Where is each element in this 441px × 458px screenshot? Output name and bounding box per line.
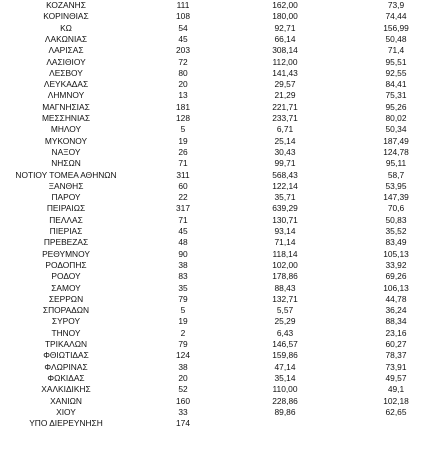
- region-name: ΡΟΔΟΥ: [51, 271, 81, 282]
- change-value: 124,78: [383, 146, 409, 157]
- region-name: ΠΙΕΡΙΑΣ: [49, 226, 83, 236]
- region-name: ΡΕΘΥΜΝΟΥ: [42, 248, 90, 259]
- change-value: 147,39: [383, 192, 409, 203]
- cases-value: 317: [176, 203, 190, 214]
- cases-value: 128: [176, 113, 190, 123]
- change-value: 187,49: [383, 135, 409, 146]
- table-row: [0, 350, 441, 361]
- rate-value: 5,57: [276, 305, 294, 316]
- region-name: ΛΑΣΙΘΙΟΥ: [46, 56, 86, 67]
- cases-value: 2: [180, 327, 186, 338]
- cases-value: 160: [176, 395, 190, 406]
- table-row: [0, 407, 441, 418]
- region-name: ΛΑΚΩΝΙΑΣ: [44, 33, 88, 44]
- rate-value: 88,43: [274, 282, 296, 293]
- change-value: 69,26: [385, 271, 407, 282]
- rate-value: 162,00: [272, 0, 298, 10]
- rate-value: 146,57: [272, 339, 298, 349]
- change-value: 73,9: [387, 0, 405, 10]
- table-row: [0, 237, 441, 248]
- table-row: [0, 192, 441, 203]
- cases-value: 311: [176, 169, 190, 180]
- table-row: [0, 102, 441, 113]
- cases-value: 13: [178, 90, 188, 101]
- change-value: 33,92: [385, 259, 407, 270]
- rate-value: 180,00: [272, 11, 298, 22]
- cases-value: 72: [178, 56, 188, 67]
- rate-value: 92,71: [274, 22, 296, 33]
- change-value: 35,52: [385, 226, 407, 236]
- table-row: [0, 384, 441, 395]
- cases-value: 174: [176, 418, 190, 429]
- cases-value: 5: [180, 305, 186, 316]
- rate-value: 639,29: [272, 203, 298, 214]
- cases-value: 22: [178, 192, 188, 203]
- rate-value: 141,43: [272, 67, 298, 78]
- region-name: ΛΑΡΙΣΑΣ: [48, 45, 84, 56]
- region-name: ΥΠΟ ΔΙΕΡΕΥΝΗΣΗ: [29, 418, 103, 429]
- cases-value: 54: [178, 22, 188, 33]
- change-value: 74,44: [385, 11, 407, 22]
- rate-value: 35,14: [274, 372, 296, 383]
- change-value: 44,78: [385, 293, 407, 304]
- region-name: ΚΟΖΑΝΗΣ: [46, 0, 86, 10]
- region-name: ΠΕΙΡΑΙΩΣ: [46, 203, 86, 214]
- rate-value: 93,14: [274, 226, 296, 236]
- rate-value: 66,14: [274, 33, 296, 44]
- change-value: 50,48: [385, 33, 407, 44]
- rate-value: 25,14: [274, 135, 296, 146]
- change-value: 70,6: [387, 203, 405, 214]
- table-row: [0, 215, 441, 226]
- rate-value: 29,57: [274, 79, 296, 90]
- change-value: 106,13: [383, 282, 409, 293]
- region-name: ΞΑΝΘΗΣ: [48, 180, 84, 191]
- cases-value: 111: [176, 0, 190, 10]
- rate-value: 233,71: [272, 113, 298, 123]
- rate-value: 71,14: [274, 237, 296, 248]
- rate-value: 110,00: [272, 384, 298, 395]
- region-name: ΛΗΜΝΟΥ: [47, 90, 85, 101]
- region-name: ΧΑΝΙΩΝ: [50, 395, 82, 406]
- region-name: ΧΙΟΥ: [56, 406, 76, 417]
- cases-value: 71: [178, 214, 188, 225]
- cases-value: 108: [176, 11, 190, 22]
- change-value: 80,02: [385, 113, 407, 123]
- cases-value: 203: [176, 45, 190, 56]
- table-row: [0, 170, 441, 181]
- region-name: ΝΗΣΩΝ: [51, 158, 81, 169]
- cases-value: 71: [178, 158, 188, 169]
- table-row: [0, 158, 441, 169]
- cases-value: 90: [178, 248, 188, 259]
- change-value: 49,57: [385, 372, 407, 383]
- rate-value: [245, 418, 325, 429]
- table-row: [0, 0, 441, 11]
- region-name: ΠΡΕΒΕΖΑΣ: [43, 237, 89, 248]
- table-row: [0, 418, 441, 429]
- region-name: ΝΟΤΙΟΥ ΤΟΜΕΑ ΑΘΗΝΩΝ: [15, 169, 117, 180]
- region-name: ΡΟΔΟΠΗΣ: [45, 259, 87, 270]
- cases-value: 79: [178, 293, 188, 304]
- region-name: ΛΕΥΚΑΔΑΣ: [43, 79, 89, 90]
- table-row: [0, 260, 441, 271]
- region-name: ΠΑΡΟΥ: [51, 192, 81, 203]
- change-value: 95,26: [385, 101, 407, 112]
- change-value: 88,34: [385, 316, 407, 327]
- region-name: ΛΕΣΒΟΥ: [49, 67, 83, 78]
- region-name: ΚΩ: [60, 22, 72, 33]
- rate-value: 178,86: [272, 271, 298, 282]
- cases-value: 60: [178, 180, 188, 191]
- region-name: ΦΩΚΙΔΑΣ: [47, 372, 85, 383]
- cases-value: 20: [178, 79, 188, 90]
- change-value: 58,7: [387, 169, 405, 180]
- change-value: 102,18: [383, 395, 409, 406]
- change-value: 95,11: [385, 158, 407, 169]
- region-name: ΜΑΓΝΗΣΙΑΣ: [42, 101, 90, 112]
- change-value: 75,31: [385, 90, 407, 101]
- table-row: [0, 362, 441, 373]
- table-row: [0, 57, 441, 68]
- cases-value: 48: [178, 237, 188, 248]
- rate-value: 21,29: [274, 90, 296, 101]
- cases-value: 33: [178, 406, 188, 417]
- table-row: [0, 339, 441, 350]
- change-value: 36,24: [385, 305, 407, 316]
- cases-value: 124: [176, 350, 190, 361]
- table-row: [0, 136, 441, 147]
- table-row: [0, 45, 441, 56]
- cases-value: 79: [178, 339, 188, 349]
- cases-value: 83: [178, 271, 188, 282]
- change-value: 73,91: [385, 361, 407, 372]
- table-row: [0, 147, 441, 158]
- rate-value: 6,71: [276, 124, 294, 135]
- rate-value: 132,71: [272, 293, 298, 304]
- region-name: ΜΥΚΟΝΟΥ: [44, 135, 88, 146]
- region-name: ΣΕΡΡΩΝ: [48, 293, 84, 304]
- change-value: 83,49: [385, 237, 407, 248]
- table-row: [0, 11, 441, 22]
- cases-value: 19: [178, 135, 188, 146]
- cases-value: 38: [178, 259, 188, 270]
- rate-value: 122,14: [272, 180, 298, 191]
- cases-value: 38: [178, 361, 188, 372]
- rate-value: 25,29: [274, 316, 296, 327]
- cases-value: 35: [178, 282, 188, 293]
- region-name: ΠΕΛΛΑΣ: [49, 214, 83, 225]
- table-row: [0, 396, 441, 407]
- table-row: [0, 90, 441, 101]
- region-name: ΣΠΟΡΑΔΩΝ: [42, 305, 90, 316]
- rate-value: 568,43: [272, 169, 298, 180]
- rate-value: 228,86: [272, 395, 298, 406]
- table-row: [0, 79, 441, 90]
- table-row: [0, 316, 441, 327]
- rate-value: 6,43: [276, 327, 294, 338]
- change-value: 95,51: [385, 56, 407, 67]
- region-name: ΜΗΛΟΥ: [50, 124, 82, 135]
- region-name: ΣΑΜΟΥ: [51, 282, 81, 293]
- region-name: ΣΥΡΟΥ: [51, 316, 81, 327]
- cases-value: 5: [180, 124, 186, 135]
- table-row: [0, 23, 441, 34]
- change-value: 50,34: [385, 124, 407, 135]
- region-name: ΦΛΩΡΙΝΑΣ: [44, 361, 88, 372]
- table-row: [0, 181, 441, 192]
- rate-value: 30,43: [274, 146, 296, 157]
- change-value: 156,99: [383, 22, 409, 33]
- table-row: [0, 34, 441, 45]
- rate-value: 89,86: [274, 406, 296, 417]
- table-row: [0, 305, 441, 316]
- rate-value: 35,71: [274, 192, 296, 203]
- change-value: 92,55: [385, 67, 407, 78]
- table-row: [0, 283, 441, 294]
- cases-value: 45: [178, 33, 188, 44]
- change-value: 53,95: [385, 180, 407, 191]
- rate-value: 47,14: [274, 361, 296, 372]
- rate-value: 308,14: [272, 45, 298, 56]
- region-name: ΧΑΛΚΙΔΙΚΗΣ: [41, 384, 91, 395]
- rate-value: 102,00: [272, 259, 298, 270]
- change-value: 50,83: [385, 214, 407, 225]
- change-value: [358, 418, 434, 429]
- region-name: ΦΘΙΩΤΙΔΑΣ: [43, 350, 89, 361]
- table-row: [0, 271, 441, 282]
- rate-value: 159,86: [272, 350, 298, 361]
- cases-value: 26: [178, 146, 188, 157]
- change-value: 62,65: [385, 406, 407, 417]
- rate-value: 221,71: [272, 101, 298, 112]
- table-row: [0, 113, 441, 124]
- rate-value: 118,14: [272, 248, 298, 259]
- change-value: 78,37: [385, 350, 407, 361]
- rate-value: 130,71: [272, 214, 298, 225]
- cases-value: 19: [178, 316, 188, 327]
- table-row: [0, 68, 441, 79]
- table-row: [0, 249, 441, 260]
- change-value: 49,1: [387, 384, 405, 395]
- change-value: 84,41: [385, 79, 407, 90]
- region-name: ΜΕΣΣΗΝΙΑΣ: [41, 113, 91, 123]
- cases-value: 20: [178, 372, 188, 383]
- cases-value: 181: [176, 101, 190, 112]
- change-value: 71,4: [387, 45, 405, 56]
- table-row: [0, 373, 441, 384]
- cases-value: 52: [178, 384, 188, 395]
- region-name: ΚΟΡΙΝΘΙΑΣ: [43, 11, 89, 22]
- region-name: ΤΗΝΟΥ: [51, 327, 81, 338]
- table-row: [0, 203, 441, 214]
- region-name: ΤΡΙΚΑΛΩΝ: [44, 339, 88, 349]
- cases-value: 80: [178, 67, 188, 78]
- change-value: 23,16: [385, 327, 407, 338]
- table-row: [0, 294, 441, 305]
- rate-value: 99,71: [274, 158, 296, 169]
- table-row: [0, 328, 441, 339]
- table-row: [0, 226, 441, 237]
- change-value: 60,27: [385, 339, 407, 349]
- change-value: 105,13: [383, 248, 409, 259]
- region-name: ΝΑΞΟΥ: [51, 146, 81, 157]
- table-row: [0, 124, 441, 135]
- cases-value: 45: [178, 226, 188, 236]
- rate-value: 112,00: [272, 56, 298, 67]
